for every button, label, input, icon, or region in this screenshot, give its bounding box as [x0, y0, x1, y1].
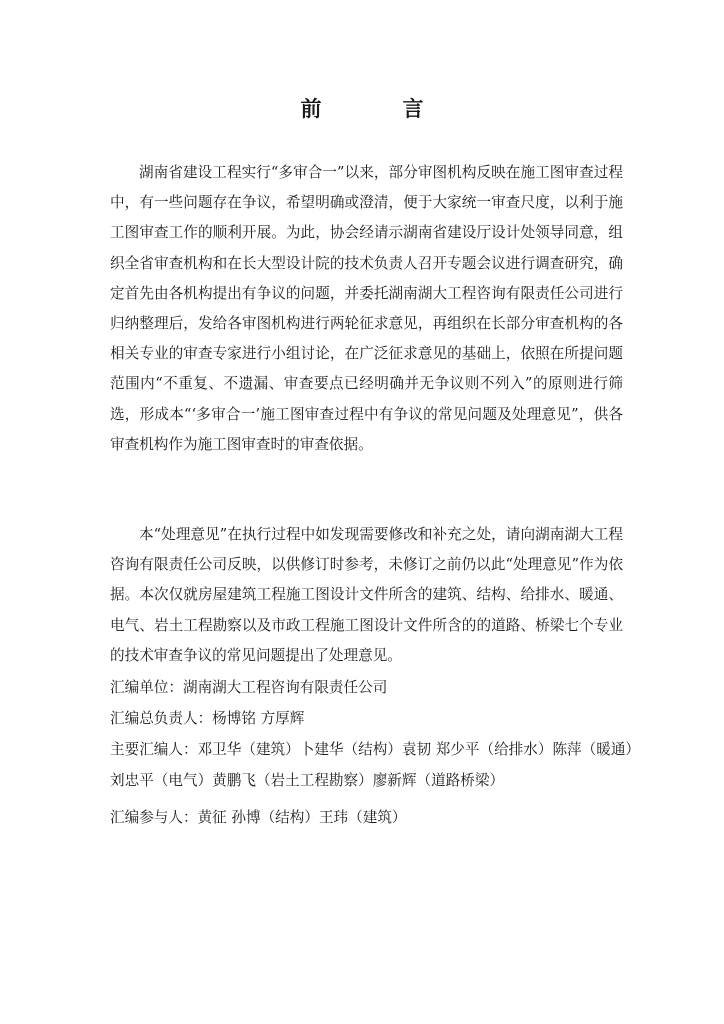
preface-paragraph-1: 湖南省建设工程实行“多审合一”以来，部分审图机构反映在施工图审查过程中，有一些问题存在争议，希望明确或澄清，便于大家统一审查尺度，以利于施工图审查工作的顺利开展。为此，协会经请示湖南省建设厅设计处领导同意，组织全省审查机构和在长大型设计院的技术负责人召开专题会议进行调查研究，确定首先由各机构提出有争议的问题，并委托湖南湖大工程咨询有限责任公司进行归纳整理后，发给各审图机构进行两轮征求意见，再组织在长部分审查机构的各相关专业的审查专家进行小组讨论，在广泛征求意见的基础上，依照在所提问题范围内“不重复、不遗漏、审查要点已经明确并无争议则不列入”的原则进行筛选，形成本“‘多审合一’施工图审查过程中有争议的常见问题及处理意见”，供各审查机构作为施工图审查时的审查依据。 — [110, 164, 623, 453]
preface-paragraph-2: 本“处理意见”在执行过程中如发现需要修改和补充之处，请向湖南湖大工程咨询有限责任公司反映，以供修订时参考，未修订之前仍以此“处理意见”作为依据。本次仅就房屋建筑工程施工图设计文件所含的建筑、结构、给排水、暖通、电气、岩土工程勘察以及市政工程施工图设计文件所含的的道路、桥梁七个专业的技术审查争议的常见问题提出了处理意见。 — [110, 526, 623, 664]
page-title: 前 言 — [300, 96, 454, 121]
main-editors-line-2: 刘忠平（电气）黄鹏飞（岩土工程勘察）廖新辉（道路桥梁） — [110, 772, 505, 789]
main-editors-line-1: 主要汇编人：邓卫华（建筑）卜建华（结构）袁韧 郑少平（给排水）陈萍（暖通） — [110, 741, 641, 758]
chief-editors: 汇编总负责人：杨博铭 方厚辉 — [110, 710, 305, 727]
compilation-unit: 汇编单位：湖南湖大工程咨询有限责任公司 — [110, 679, 388, 696]
participants: 汇编参与人：黄征 孙博（结构）王玮（建筑） — [110, 809, 407, 826]
